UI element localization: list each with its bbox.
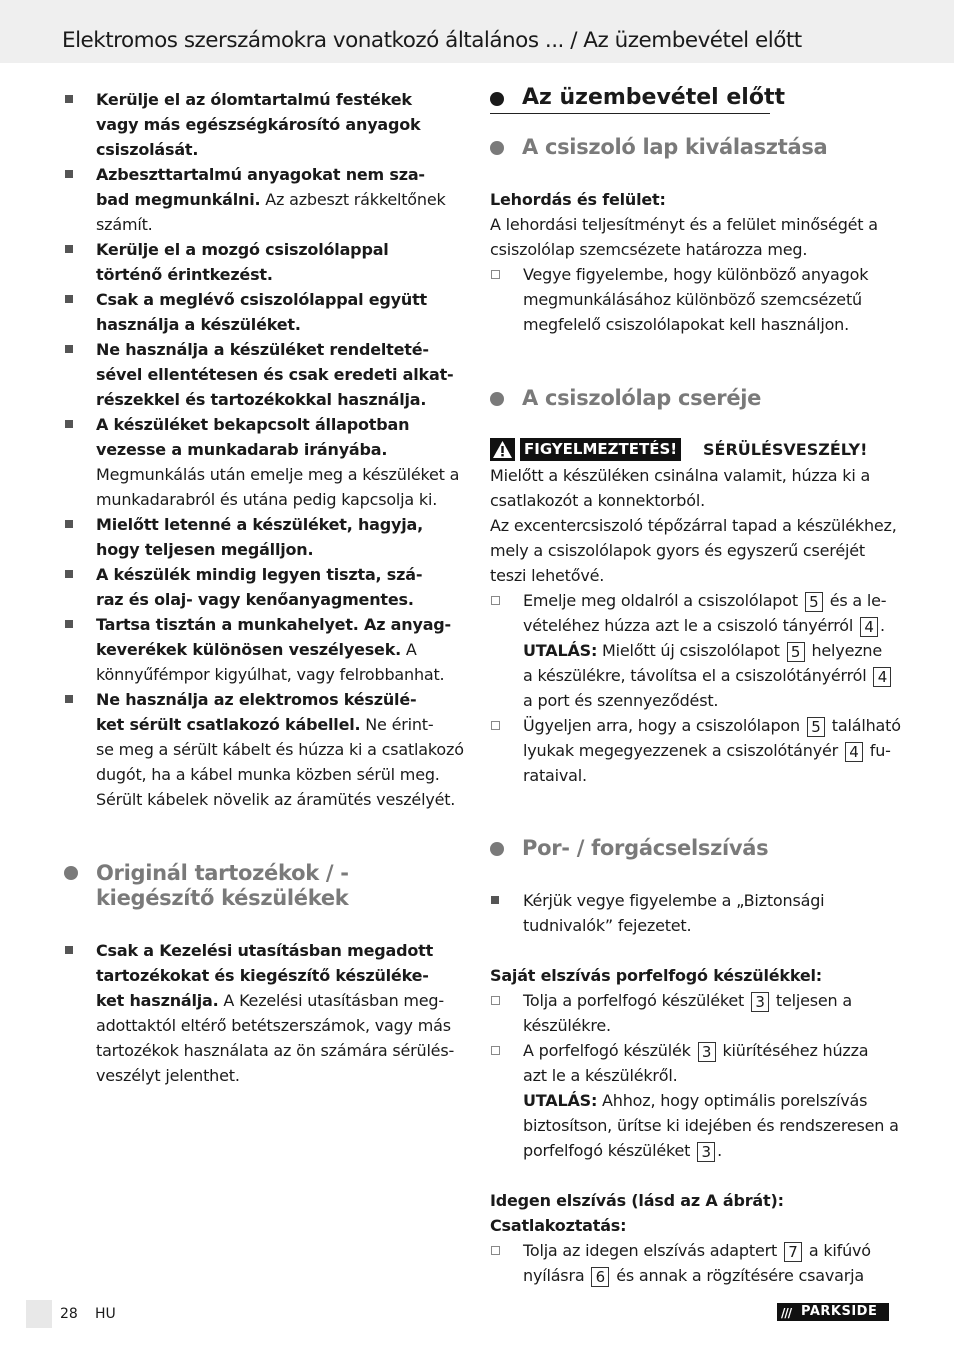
subheading: Idegen elszívás (lásd az A ábrát): — [490, 1191, 784, 1210]
paragraph-line: Az excentercsiszoló tépőzárral tapad a készülékhez, — [490, 516, 897, 535]
list-item-line: a készülékre, távolítsa el a csiszolótányérról 4 — [523, 663, 893, 688]
list-item-line: biztosítson, ürítse ki idejében és rendszeresen a — [523, 1116, 899, 1135]
list-bullet-icon — [65, 420, 73, 428]
subheading: Saját elszívás porfelfogó készülékkel: — [490, 966, 823, 985]
list-bullet-icon — [65, 520, 73, 528]
section-bullet-icon — [490, 842, 504, 856]
part-reference: 3 — [698, 1042, 716, 1062]
warning-triangle-icon — [490, 438, 515, 461]
list-item-line: ket használja. A Kezelési utasításban meg- — [96, 991, 444, 1010]
list-item-line: megfelelő csiszolólapokat kell használjon. — [523, 315, 849, 334]
list-bullet-icon — [65, 570, 73, 578]
part-reference: 5 — [805, 592, 823, 612]
part-reference: 4 — [845, 742, 863, 762]
warning-label: FIGYELMEZTETÉS! — [520, 438, 681, 461]
list-item-line: bad megmunkálni. Az azbeszt rákkeltőnek — [96, 190, 446, 209]
list-item-line: Kerülje el az ólomtartalmú festékek — [96, 90, 412, 109]
list-item-line: veszélyt jelenthet. — [96, 1066, 240, 1085]
warning-text: SÉRÜLÉSVESZÉLY! — [703, 440, 868, 459]
language-code: HU — [95, 1306, 116, 1322]
list-item-line: készülékre. — [523, 1016, 611, 1035]
list-item-line: ket sérült csatlakozó kábellel. Ne érint- — [96, 715, 434, 734]
list-item-line: raz és olaj- vagy kenőanyagmentes. — [96, 590, 414, 609]
part-reference: 3 — [751, 992, 769, 1012]
list-bullet-icon — [491, 721, 500, 730]
list-item-line: Ne használja az elektromos készülé- — [96, 690, 417, 709]
list-item-line: Ne használja a készüléket rendelteté- — [96, 340, 429, 359]
section-bullet-icon — [490, 92, 504, 106]
accessories-heading-line-1: Originál tartozékok / - — [96, 861, 349, 885]
list-item-line: lyukak megegyezzenek a csiszolótányér 4 fu- — [523, 741, 891, 761]
paragraph-line: mely a csiszolólapok gyors és egyszerű cseréjét — [490, 541, 865, 560]
list-bullet-icon — [491, 270, 500, 279]
list-item-line: Tartsa tisztán a munkahelyet. Az anyag- — [96, 615, 451, 634]
list-bullet-icon — [491, 996, 500, 1005]
list-item-line: keverékek különösen veszélyesek. A — [96, 640, 417, 659]
part-reference: 4 — [860, 617, 878, 637]
list-item-line: rataival. — [523, 766, 587, 785]
list-item-line: Csak a meglévő csiszolólappal együtt — [96, 290, 428, 309]
list-item-line: porfelfogó készüléket 3 . — [523, 1141, 722, 1161]
list-bullet-icon — [491, 896, 499, 904]
list-item-line: vagy más egészségkárosító anyagok — [96, 115, 421, 134]
list-item-line: vezesse a munkadarab irányába. — [96, 440, 388, 459]
list-item-line: adottaktól eltérő betétszerszámok, vagy más — [96, 1016, 451, 1035]
part-reference: 6 — [591, 1267, 609, 1287]
list-item-line: a port és szennyeződést. — [523, 691, 719, 710]
part-reference: 5 — [787, 642, 805, 662]
list-item-line: hogy teljesen megálljon. — [96, 540, 314, 559]
list-item-line: Mielőtt letenné a készüléket, hagyja, — [96, 515, 424, 534]
part-reference: 5 — [807, 717, 825, 737]
footer-marker — [26, 1300, 52, 1328]
list-item-line: tudnivalók” fejezetet. — [523, 916, 692, 935]
list-bullet-icon — [65, 245, 73, 253]
list-item-line: Kérjük vegye figyelembe a „Biztonsági — [523, 891, 825, 910]
list-item-line: számít. — [96, 215, 153, 234]
list-item-line: könnyűfémpor kigyúlhat, vagy felrobbanhat. — [96, 665, 445, 684]
list-bullet-icon — [491, 1046, 500, 1055]
list-item-line: Csak a Kezelési utasításban megadott — [96, 941, 434, 960]
part-reference: 4 — [873, 667, 891, 687]
logo-stripes-icon: /// — [781, 1306, 792, 1320]
list-item-line: UTALÁS: Mielőtt új csiszolólapot 5 helyezne — [523, 641, 882, 661]
section-heading: A csiszolólap cseréje — [522, 386, 762, 410]
section-heading: A csiszoló lap kiválasztása — [522, 135, 828, 159]
list-item-line: Tolja az idegen elszívás adaptert 7 a kifúvó — [523, 1241, 871, 1261]
accessories-heading-line-2: kiegészítő készülékek — [96, 886, 349, 910]
list-item-line: nyílásra 6 és annak a rögzítésére csavarja — [523, 1266, 864, 1286]
list-item-line: azt le a készülékről. — [523, 1066, 678, 1085]
list-item-line: A porfelfogó készülék 3 kiürítéséhez húzza — [523, 1041, 869, 1061]
list-item-line: Vegye figyelembe, hogy különböző anyagok — [523, 265, 869, 284]
list-item-line: Kerülje el a mozgó csiszolólappal — [96, 240, 389, 259]
list-item-line: tartozékok használata az ön számára sérülés- — [96, 1041, 455, 1060]
list-item-line: Tolja a porfelfogó készüléket 3 teljesen a — [523, 991, 852, 1011]
list-item-line: A készülék mindig legyen tiszta, szá- — [96, 565, 423, 584]
list-bullet-icon — [65, 620, 73, 628]
paragraph-line: A lehordási teljesítményt és a felület minőségét a — [490, 215, 878, 234]
list-bullet-icon — [65, 946, 73, 954]
paragraph-line: Mielőtt a készüléken csinálna valamit, húzza ki a — [490, 466, 871, 485]
page-header — [0, 0, 954, 63]
page-title: Elektromos szerszámokra vonatkozó általános ... / Az üzembevétel előtt — [62, 28, 802, 53]
list-bullet-icon — [65, 95, 73, 103]
brand-logo — [777, 1303, 889, 1321]
list-item-line: megmunkálásához különböző szemcsézetű — [523, 290, 862, 309]
list-item-line: se meg a sérült kábelt és húzza ki a csatlakozó — [96, 740, 464, 759]
list-bullet-icon — [65, 345, 73, 353]
list-item-line: vételéhez húzza azt le a csiszoló tányérról 4 . — [523, 616, 885, 636]
list-bullet-icon — [491, 1246, 500, 1255]
list-bullet-icon — [65, 695, 73, 703]
paragraph-line: teszi lehetővé. — [490, 566, 605, 585]
list-bullet-icon — [65, 295, 73, 303]
main-heading: Az üzembevétel előtt — [522, 85, 785, 110]
list-item-line: csiszolását. — [96, 140, 199, 159]
subheading: Lehordás és felület: — [490, 190, 666, 209]
list-item-line: részekkel és tartozékokkal használja. — [96, 390, 427, 409]
list-item-line: Sérült kábelek növelik az áramütés veszélyét. — [96, 790, 456, 809]
list-item-line: Megmunkálás után emelje meg a készüléket a — [96, 465, 460, 484]
list-item-line: UTALÁS: Ahhoz, hogy optimális porelszívás — [523, 1091, 868, 1110]
section-heading: Por- / forgácselszívás — [522, 836, 769, 860]
logo-text: PARKSIDE — [801, 1304, 878, 1319]
part-reference: 3 — [697, 1142, 715, 1162]
list-item-line: történő érintkezést. — [96, 265, 273, 284]
paragraph-line: csatlakozót a konnektorból. — [490, 491, 705, 510]
list-item-line: A készüléket bekapcsolt állapotban — [96, 415, 410, 434]
list-bullet-icon — [65, 170, 73, 178]
list-item-line: Azbeszttartalmú anyagokat nem sza- — [96, 165, 425, 184]
list-bullet-icon — [491, 596, 500, 605]
list-item-line: sével ellentétesen és csak eredeti alkat- — [96, 365, 454, 384]
paragraph-line: csiszolólap szemcsézete határozza meg. — [490, 240, 808, 259]
list-item-line: tartozékokat és kiegészítő készüléke- — [96, 966, 429, 985]
list-item-line: Ügyeljen arra, hogy a csiszolólapon 5 található — [523, 716, 901, 736]
subheading: Csatlakoztatás: — [490, 1216, 627, 1235]
section-bullet-icon — [490, 141, 504, 155]
list-item-line: munkadarabról és utána pedig kapcsolja ki. — [96, 490, 438, 509]
list-item-line: dugót, ha a kábel munka közben sérül meg. — [96, 765, 440, 784]
page-number: 28 — [60, 1306, 78, 1322]
part-reference: 7 — [784, 1242, 802, 1262]
list-item-line: Emelje meg oldalról a csiszolólapot 5 és a le- — [523, 591, 887, 611]
section-bullet-icon — [490, 392, 504, 406]
heading-underline — [490, 113, 770, 114]
section-bullet-icon — [64, 866, 78, 880]
list-item-line: használja a készüléket. — [96, 315, 301, 334]
